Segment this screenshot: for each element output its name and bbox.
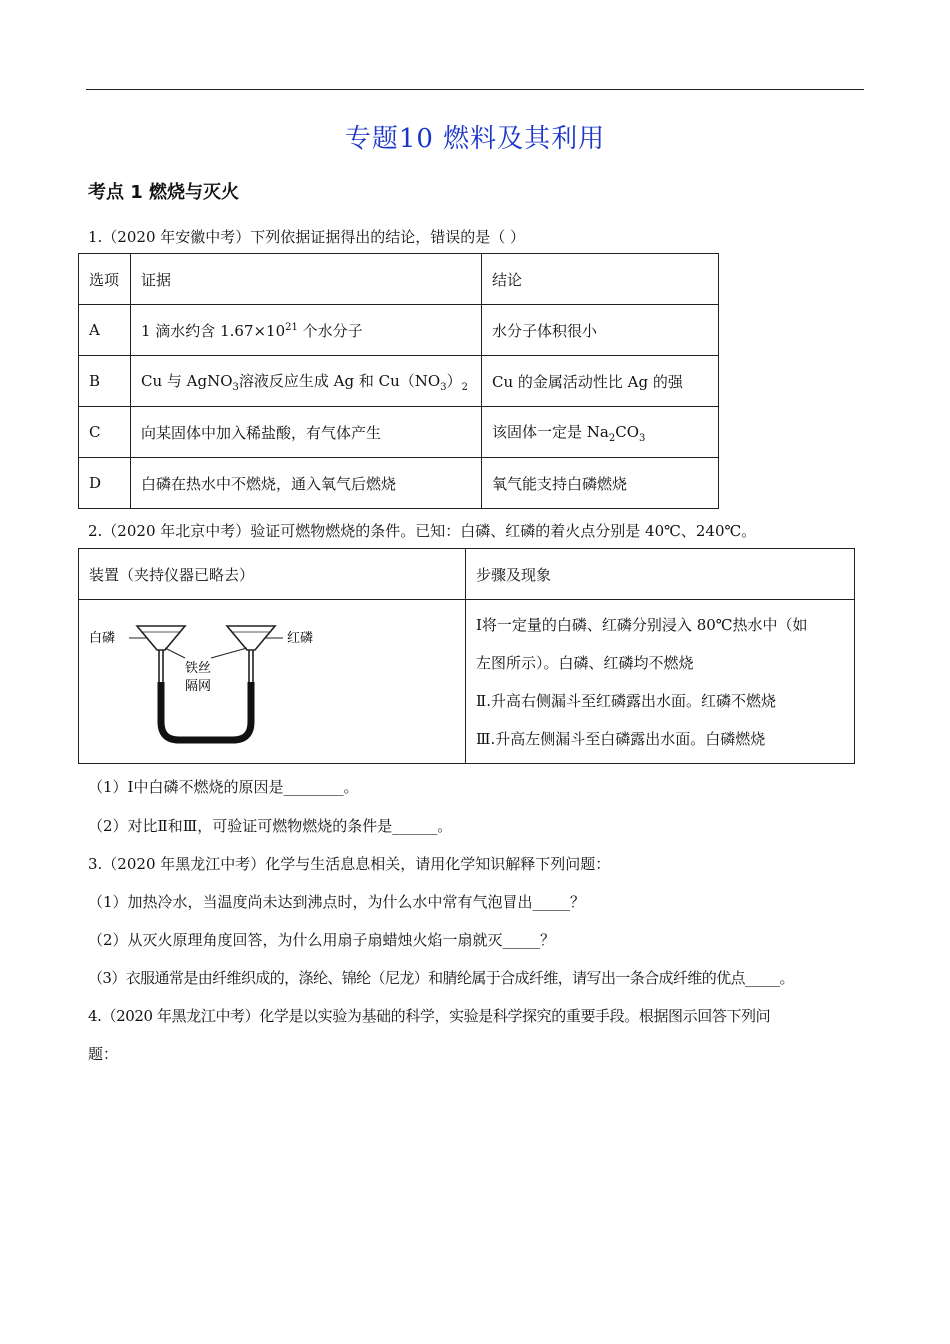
header-apparatus: 装置（夹持仪器已略去）: [79, 549, 466, 600]
table-row: [79, 458, 719, 509]
conclusion-cell: 氧气能支持白磷燃烧: [482, 458, 719, 509]
q2-table: [78, 548, 855, 764]
evidence-cell: Cu 与 AgNO$_3$溶液反应生成 Ag 和 $Cu(NO_3)_2$: [131, 356, 482, 407]
page-title: 专题10 燃料及其利用: [344, 124, 606, 154]
top-rule: [86, 89, 864, 90]
step-line: Ⅲ.升高左侧漏斗至白磷露出水面。白磷燃烧: [476, 729, 766, 748]
q2-sub-1: （1）Ⅰ中白磷不燃烧的原因是________。: [88, 778, 359, 796]
table-row: [79, 305, 719, 356]
header-evidence: 证据: [131, 254, 482, 305]
q3-sub-1: （1）加热冷水，当温度尚未达到沸点时，为什么水中常有气泡冒出_____？: [88, 893, 586, 911]
table-row: [79, 356, 719, 407]
header-conclusion: 结论: [482, 254, 719, 305]
label-red-phosphorus: 红磷: [287, 630, 314, 646]
table-header-row: [79, 549, 855, 600]
table-row: [79, 600, 855, 764]
step-line: 左图所示）。白磷、红磷均不燃烧: [476, 653, 694, 672]
apparatus-cell: [79, 600, 466, 764]
q1-stem: 1.（2020 年安徽中考）下列依据证据得出的结论，错误的是（ ）: [88, 228, 526, 246]
label-mesh: 隔网: [185, 678, 212, 694]
evidence-cell: 白磷在热水中不燃烧，通入氧气后燃烧: [131, 458, 482, 509]
q2-stem: 2.（2020 年北京中考）验证可燃物燃烧的条件。已知：白磷、红磷的着火点分别是 40℃、240℃。: [88, 522, 757, 540]
q1-table: [78, 253, 719, 509]
q3-sub-3: （3）衣服通常是由纤维织成的，涤纶、锦纶（尼龙）和腈纶属于合成纤维，请写出一条合成纤维的优点_____。: [88, 969, 794, 987]
q3-sub-2: （2）从灭火原理角度回答，为什么用扇子扇蜡烛火焰一扇就灭_____？: [88, 931, 556, 949]
section-heading: 考点 1 燃烧与灭火: [88, 182, 240, 203]
label-wire: 铁丝: [185, 660, 212, 676]
conclusion-cell: 该固体一定是 $Na_2CO_3$: [482, 407, 719, 458]
q2-sub-2: （2）对比Ⅱ和Ⅲ，可验证可燃物燃烧的条件是______。: [88, 817, 453, 835]
conclusion-cell: 水分子体积很小: [482, 305, 719, 356]
conclusion-cell: Cu 的金属活动性比 Ag 的强: [482, 356, 719, 407]
header-steps: 步骤及现象: [466, 549, 855, 600]
evidence-cell: 1 滴水约含 $1.67\times 10^{21}$ 个水分子: [131, 305, 482, 356]
steps-cell: [466, 600, 855, 764]
option-cell: B: [79, 356, 131, 407]
option-cell: A: [79, 305, 131, 356]
table-row: [79, 407, 719, 458]
q4-stem-line1: 4.（2020 年黑龙江中考）化学是以实验为基础的科学，实验是科学探究的重要手段。根据图示回答下列问: [88, 1007, 771, 1025]
apparatus-diagram: [89, 612, 349, 752]
evidence-cell: 向某固体中加入稀盐酸，有气体产生: [131, 407, 482, 458]
option-cell: D: [79, 458, 131, 509]
q4-stem-line2: 题：: [88, 1045, 119, 1063]
q3-stem: 3.（2020 年黑龙江中考）化学与生活息息相关，请用化学知识解释下列问题：: [88, 855, 611, 873]
label-white-phosphorus: 白磷: [89, 630, 116, 646]
step-line: Ⅱ.升高右侧漏斗至红磷露出水面。红磷不燃烧: [476, 691, 776, 710]
header-option: 选项: [79, 254, 131, 305]
step-line: Ⅰ将一定量的白磷、红磷分别浸入 80℃热水中（如: [476, 615, 808, 634]
table-header-row: [79, 254, 719, 305]
option-cell: C: [79, 407, 131, 458]
